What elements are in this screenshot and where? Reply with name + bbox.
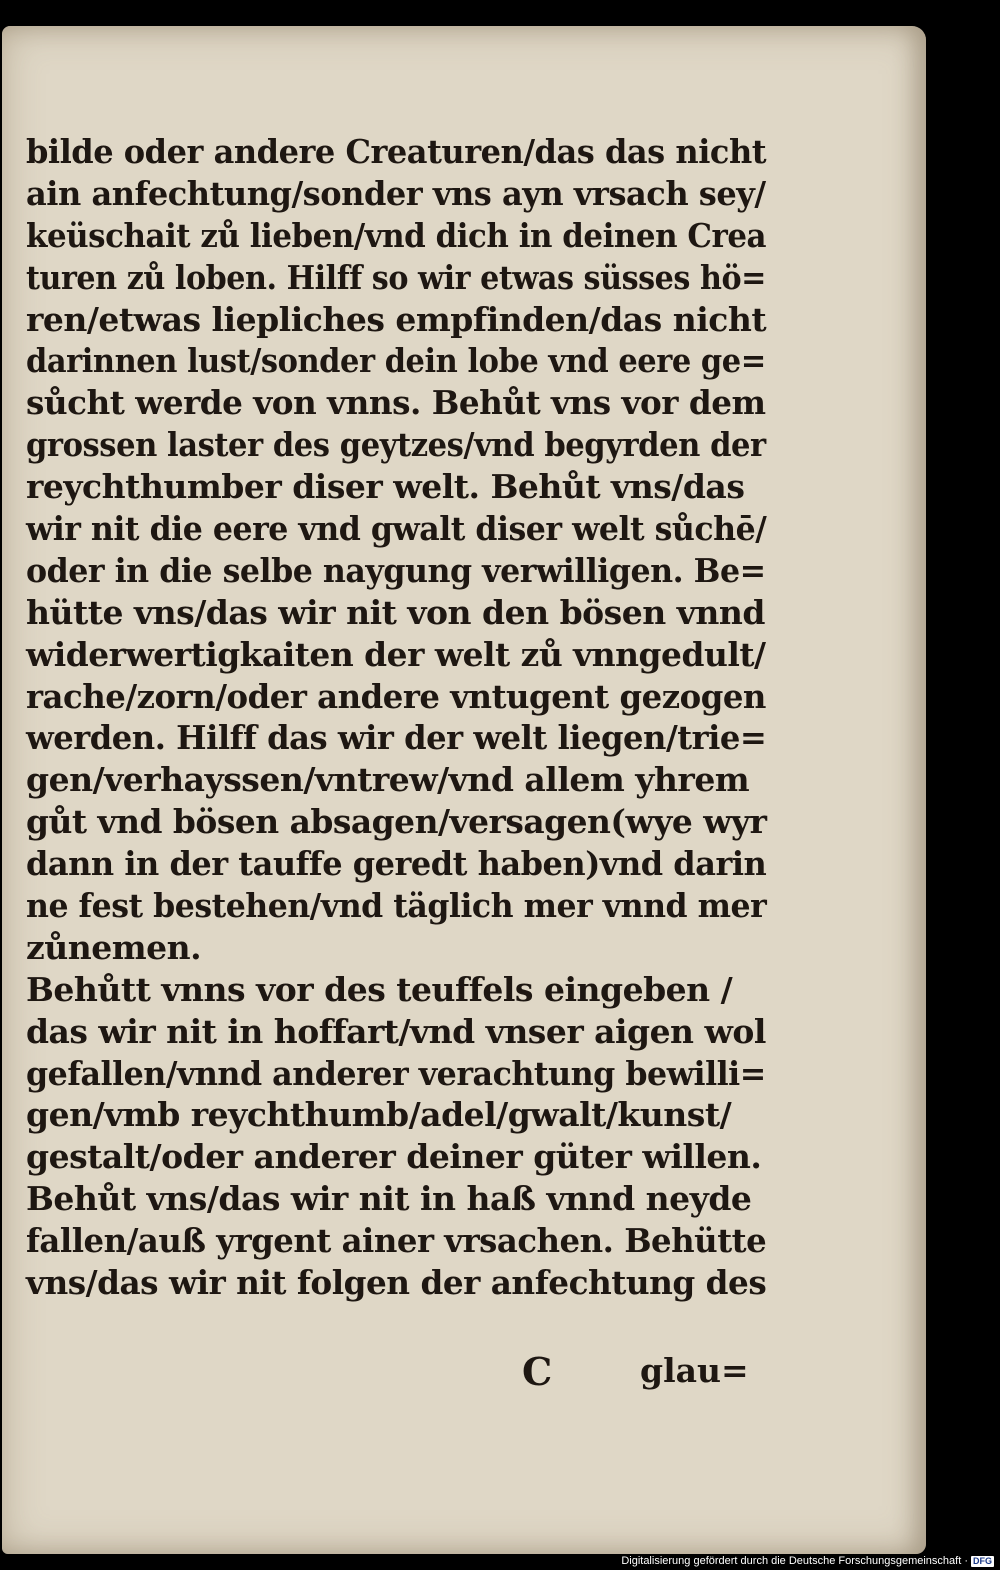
page-text — [26, 131, 766, 1304]
text-line: oder in die selbe naygung verwilligen. Be= — [26, 550, 766, 590]
text-line: darinnen lust/sonder dein lobe vnd eere ge= — [26, 341, 766, 381]
text-line: ne fest bestehen/vnd täglich mer vnnd mer — [26, 886, 767, 926]
text-line: gen/vmb reychthumb/adel/gwalt/kunst/ — [26, 1095, 732, 1135]
text-line: rache/zorn/oder andere vntugent gezogen — [26, 676, 766, 716]
text-line: fallen/auß yrgent ainer vrsachen. Behütte — [26, 1221, 767, 1261]
text-line: gefallen/vnnd anderer verachtung bewilli= — [26, 1053, 766, 1093]
text-line: ain anfechtung/sonder vns ayn vrsach sey/ — [26, 173, 766, 213]
text-line: sůcht werde von vnns. Behůt vns vor dem — [26, 383, 766, 423]
text-line: ren/etwas liepliches empfinden/das nicht — [26, 299, 767, 339]
text-line: gůt vnd bösen absagen/versagen(wye wyr — [26, 802, 767, 842]
text-line: grossen laster des geytzes/vnd begyrden der — [26, 425, 766, 465]
text-line: Behůt vns/das wir nit in haß vnnd neyde — [26, 1179, 752, 1219]
text-line: hütte vns/das wir nit von den bösen vnnd — [26, 592, 765, 632]
text-line: bilde oder andere Creaturen/das das nicht — [26, 132, 767, 171]
page-footer — [522, 1349, 762, 1399]
text-line: widerwertigkaiten der welt zů vnngedult/ — [26, 634, 766, 674]
text-line: das wir nit in hoffart/vnd vnser aigen wol — [26, 1011, 766, 1051]
text-line: turen zů loben. Hilff so wir etwas süsses hö= — [26, 257, 766, 297]
funding-credit — [621, 1554, 994, 1568]
credit-text: Digitalisierung gefördert durch die Deutsche Forschungsgemeinschaft · — [621, 1555, 968, 1567]
text-line: gen/verhayssen/vntrew/vnd allem yhrem — [26, 760, 750, 800]
text-line: wir nit die eere vnd gwalt diser welt sůchē/ — [26, 509, 767, 549]
book-page — [2, 26, 926, 1554]
text-line: werden. Hilff das wir der welt liegen/trie= — [26, 718, 767, 758]
text-line: vns/das wir nit folgen der anfechtung des — [26, 1263, 767, 1303]
text-line: reychthumber diser welt. Behůt vns/das — [26, 467, 745, 507]
signature-mark: C — [522, 1349, 553, 1394]
text-line: zůnemen. — [26, 927, 202, 967]
text-line: keüschait zů lieben/vnd dich in deinen Crea — [26, 215, 767, 255]
text-line: Behůtt vnns vor des teuffels eingeben / — [26, 969, 733, 1009]
dfg-logo: DFG — [973, 1555, 992, 1566]
text-line: dann in der tauffe geredt haben)vnd darin — [26, 844, 767, 884]
catchword: glau= — [640, 1351, 749, 1390]
text-line: gestalt/oder anderer deiner güter willen. — [26, 1137, 762, 1177]
